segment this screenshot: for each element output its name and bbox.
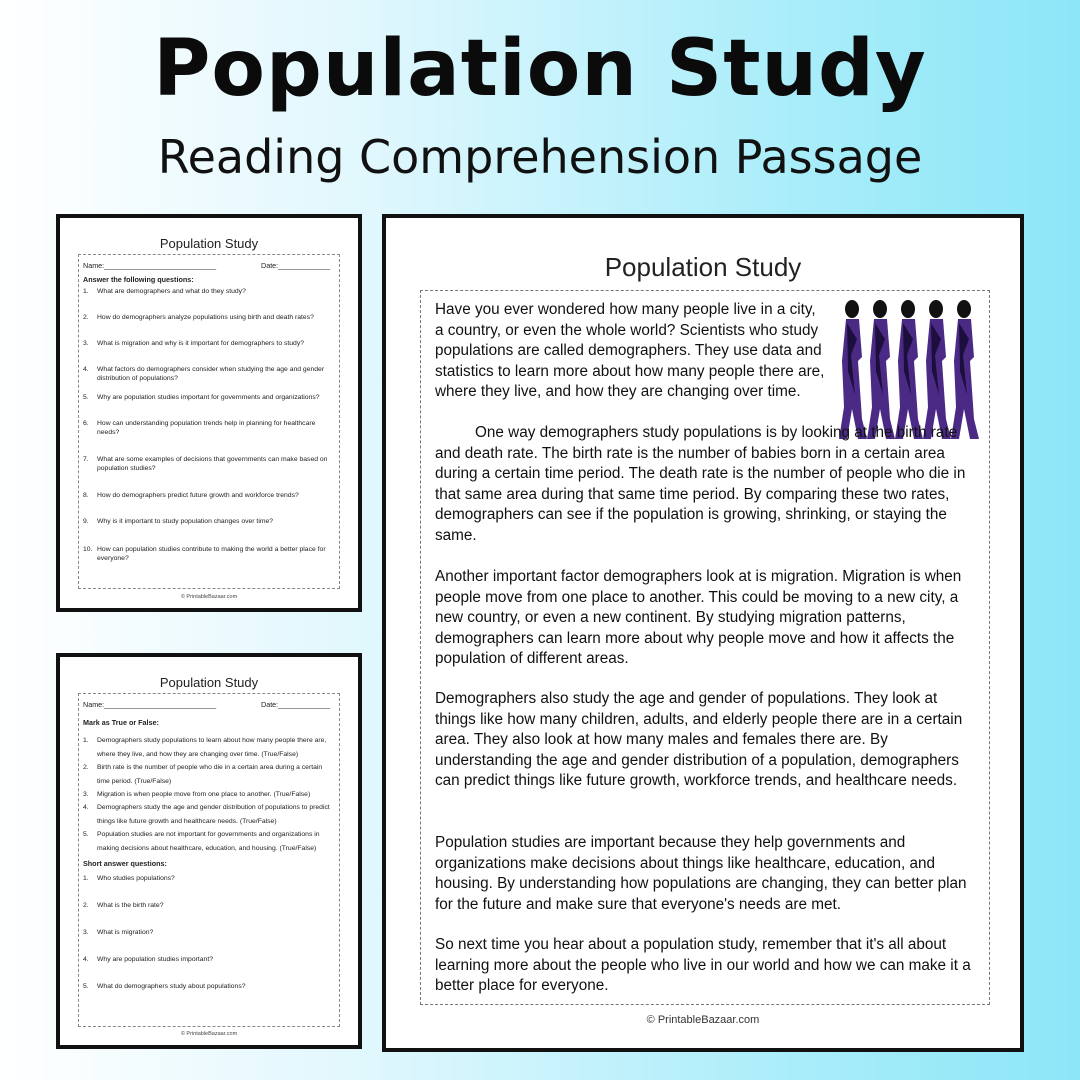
item-number: 1. [83, 288, 89, 295]
instructions: Answer the following questions: [83, 275, 194, 284]
worksheet-preview-true-false [56, 653, 362, 1049]
list-item [83, 734, 333, 761]
true-false-heading: Mark as True or False: [83, 718, 159, 727]
worksheet-title: Population Study [159, 675, 259, 690]
passage-paragraph-2 [435, 423, 980, 547]
list-item [83, 313, 333, 322]
item-number: 4. [83, 804, 89, 811]
item-number: 4. [83, 956, 89, 963]
date-field-label: Date:_____________ [261, 700, 331, 709]
item-text: Why are population studies important for governments and organizations? [97, 394, 320, 401]
item-text: Population studies are not important for governments and organizations in making decisions about healthcare, education, and housing. (True/False) [97, 831, 320, 852]
passage-paragraph-3: Another important factor demographers look at is migration. Migration is when people move from one place to another. This could be moving to a new city, a new country, or even a new continent. By studying migration patterns, demographers can learn more about why people move and how it affects the population of different areas. [435, 568, 962, 668]
item-number: 2. [83, 314, 89, 321]
item-number: 1. [83, 875, 89, 882]
passage-paragraph-1: Have you ever wondered how many people live in a city, a country, or even the whole world? Scientists who study populations are called demographers. They use data and statistics to learn more about how many people there are, where they live, and how they are changing over time. [435, 301, 825, 401]
passage-paragraph-2-text: One way demographers study populations is by looking at the birth rate and death rate. The birth rate is the number of babies born in a certain area during a certain time period. The death rate is the number of people who die in that same area during that same time period. By comparing these two rates, demographers can see if the population is growing, shrinking, or staying the same. [435, 424, 966, 544]
worksheet-footer: © PrintableBazaar.com [180, 594, 238, 600]
item-number: 4. [83, 366, 89, 373]
list-item [83, 339, 333, 348]
item-number: 3. [83, 340, 89, 347]
passage-sheet [382, 214, 1024, 1052]
item-number: 10. [83, 546, 93, 553]
item-number: 5. [83, 831, 89, 838]
item-text: What is migration? [97, 929, 154, 936]
item-text: How do demographers analyze populations using birth and death rates? [97, 314, 314, 321]
list-item [83, 287, 333, 296]
name-field-label: Name:____________________________ [83, 261, 217, 270]
passage-footer: © PrintableBazaar.com [646, 1014, 760, 1026]
worksheet-footer: © PrintableBazaar.com [180, 1031, 238, 1037]
passage-paragraph-4: Demographers also study the age and gender of populations. They look at things like how many children, adults, and elderly people there are in a certain area. They also look at how many males and females there are. By understanding the age and gender distribution of a population, demographers can predict things like future growth, workforce trends, and healthcare needs. [435, 690, 963, 790]
worksheet-title: Population Study [159, 236, 259, 251]
item-text: Why are population studies important? [97, 956, 213, 963]
figure-head [873, 300, 887, 318]
list-item [83, 982, 333, 991]
item-text: What is the birth rate? [97, 902, 164, 909]
figure-head [957, 300, 971, 318]
page-subtitle: Reading Comprehension Passage [157, 130, 923, 184]
item-number: 5. [83, 394, 89, 401]
list-item [83, 761, 333, 788]
passage-paragraph-6: So next time you hear about a population study, remember that it's all about learning more about the people who live in our world and how we can make it a better place for everyone. [435, 936, 971, 995]
list-item [83, 874, 333, 883]
list-item [83, 393, 333, 402]
short-answer-heading: Short answer questions: [83, 859, 167, 868]
passage-box [420, 290, 990, 1005]
item-text: What is migration and why is it important for demographers to study? [97, 340, 305, 347]
list-item [83, 517, 333, 526]
item-text: Who studies populations? [97, 875, 175, 882]
figure-head [929, 300, 943, 318]
item-number: 5. [83, 983, 89, 990]
worksheet-box [78, 693, 340, 1027]
list-item [83, 491, 333, 500]
list-item [83, 955, 333, 964]
list-item [83, 928, 333, 937]
item-text: Demographers study populations to learn about how many people there are, where they live, and how they are changing over time. (True/False) [97, 737, 327, 758]
item-number: 8. [83, 492, 89, 499]
item-text: How can population studies contribute to making the world a better place for everyone? [97, 546, 326, 562]
list-item [83, 545, 333, 563]
item-number: 2. [83, 764, 89, 771]
list-item [83, 455, 333, 473]
item-text: What factors do demographers consider when studying the age and gender distribution of populations? [97, 366, 325, 382]
worksheet-preview-questions [56, 214, 362, 612]
passage-title: Population Study [604, 252, 802, 282]
item-text: Birth rate is the number of people who die in a certain area during a certain time period. (True/False) [97, 764, 323, 785]
item-number: 7. [83, 456, 89, 463]
item-text: How do demographers predict future growth and workforce trends? [97, 492, 299, 499]
item-text: Demographers study the age and gender distribution of populations to predict things like future growth and healthcare needs. (True/False) [97, 804, 330, 825]
list-item [83, 788, 333, 802]
item-text: What do demographers study about populations? [97, 983, 246, 990]
item-number: 6. [83, 420, 89, 427]
item-number: 2. [83, 902, 89, 909]
figure-head [901, 300, 915, 318]
page-title: Population Study [153, 24, 927, 114]
list-item [83, 419, 333, 437]
passage-paragraph-5: Population studies are important because they help governments and organizations make decisions about things like healthcare, education, and housing. By understanding how populations are changing, they can better plan for the future and make sure that everyone's needs are met. [435, 834, 967, 913]
item-text: What are some examples of decisions that governments can make based on population studies? [97, 456, 328, 472]
item-text: Migration is when people move from one place to another. (True/False) [97, 791, 311, 798]
item-text: Why is it important to study population changes over time? [97, 518, 274, 525]
item-text: What are demographers and what do they study? [97, 288, 246, 295]
list-item [83, 828, 333, 855]
item-number: 3. [83, 929, 89, 936]
list-item [83, 365, 333, 383]
list-item [83, 901, 333, 910]
list-item [83, 801, 333, 828]
item-number: 1. [83, 737, 89, 744]
date-field-label: Date:_____________ [261, 261, 331, 270]
people-row-icon [833, 299, 981, 443]
figure-head [845, 300, 859, 318]
name-field-label: Name:____________________________ [83, 700, 217, 709]
item-text: How can understanding population trends help in planning for healthcare needs? [97, 420, 316, 436]
item-number: 9. [83, 518, 89, 525]
worksheet-box [78, 254, 340, 589]
item-number: 3. [83, 791, 89, 798]
